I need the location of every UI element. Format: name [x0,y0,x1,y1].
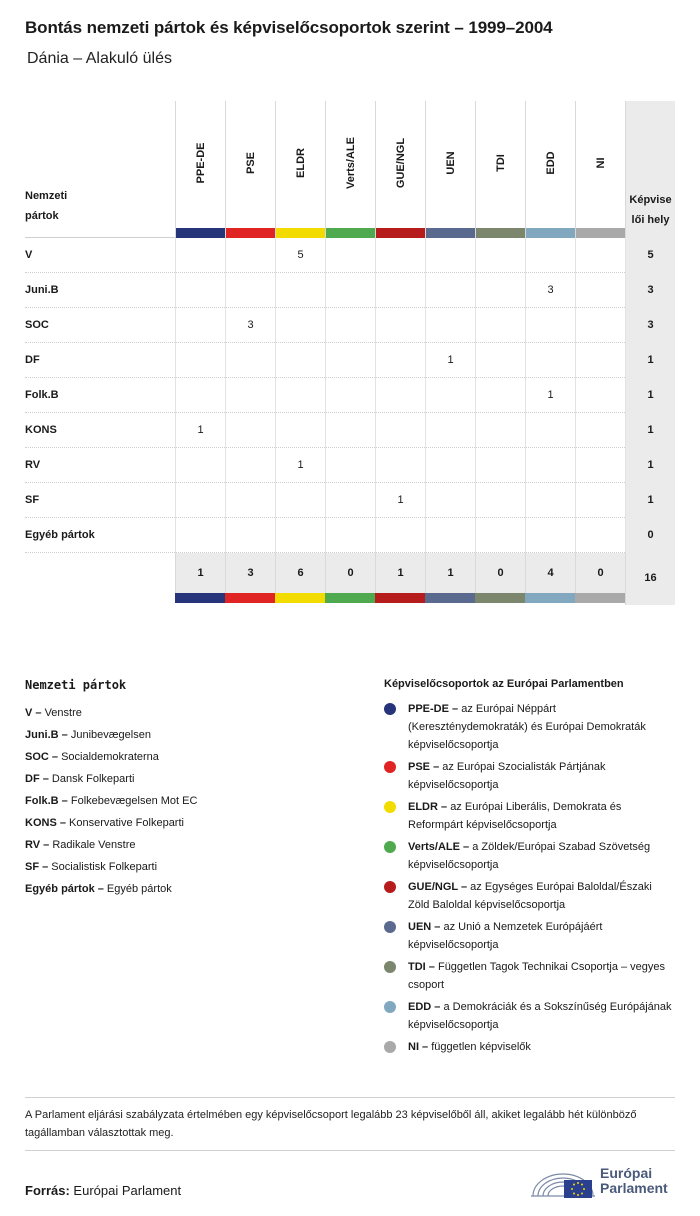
source-value: Európai Parlament [73,1183,182,1198]
seat-cell [275,308,325,343]
national-party-legend-item [25,702,325,724]
party-abbr: DF – [25,773,49,785]
seat-cell [225,483,275,518]
seat-cell [175,273,225,308]
footnote: A Parlament eljárási szabályzata értelmében egy képviselőcsoport legalább 23 képviselőből áll, akiket legalább hét különböző tagállamban választottak meg. [25,1109,637,1139]
table-row [25,308,675,343]
seat-cell [575,378,625,413]
total-header-line: Képvise [629,194,672,206]
group-header-label: Verts/ALE [344,137,357,189]
row-total-cell: 0 [625,518,675,553]
seat-cell [225,448,275,483]
distribution-table [25,101,675,603]
group-color-bar [176,228,225,238]
group-header-label: TDI [494,154,507,172]
group-description: az Európai Szocialisták Pártjának képviselőcsoportja [408,761,606,791]
group-column-header [475,101,525,238]
seat-cell [375,413,425,448]
party-abbr: Egyéb pártok – [25,883,104,895]
party-name: Dansk Folkeparti [51,773,135,785]
group-description: az Unió a Nemzetek Európájáért képviselőcsoportja [408,921,603,951]
group-total-cell: 1 [375,553,425,593]
seat-cell [525,518,575,553]
chart-title: Bontás nemzeti pártok és képviselőcsoportok szerint – 1999–2004 [25,18,553,37]
group-abbr: NI – [408,1041,429,1053]
group-color-bar [575,593,625,603]
seat-cell [325,238,375,273]
party-name: Radikale Venstre [52,839,136,851]
group-color-bar [275,593,325,603]
group-color-dot-icon [384,703,396,715]
group-header-label: PPE-DE [194,142,207,184]
group-color-bar [325,593,375,603]
group-legend-item [384,1038,676,1056]
group-legend-item [384,798,676,834]
seat-cell [375,273,425,308]
political-groups-heading: Képviselőcsoportok az Európai Parlamentben [384,678,624,690]
seat-cell [475,518,525,553]
group-color-bar [276,228,325,238]
group-description: a Demokráciák és a Sokszínűség Európájának képviselőcsoportja [408,1001,672,1031]
national-party-legend-item [25,812,325,834]
seat-cell [525,483,575,518]
group-description: az Európai Néppárt (Kereszténydemokraták) és Európai Demokraták képviselőcsoportja [408,703,646,751]
national-party-legend-item [25,834,325,856]
national-party-legend-item [25,856,325,878]
party-name: Konservative Folkeparti [69,817,184,829]
seat-cell [275,273,325,308]
seat-cell [325,483,375,518]
group-column-header [175,101,225,238]
national-party-legend-item [25,768,325,790]
seat-cell [175,343,225,378]
group-color-dot-icon [384,921,396,933]
group-column-header [375,101,425,238]
group-column-header [325,101,375,238]
row-total-cell: 1 [625,448,675,483]
group-header-label: EDD [544,151,557,175]
political-groups-legend [384,678,676,1060]
group-color-bar [376,228,425,238]
seat-cell [175,308,225,343]
seat-cell [575,238,625,273]
seat-cell [575,483,625,518]
seat-cell: 1 [375,483,425,518]
party-label: Juni.B [25,284,59,296]
group-abbr: TDI – [408,961,435,973]
seat-cell [575,518,625,553]
seat-cell [225,273,275,308]
group-abbr: PSE – [408,761,440,773]
group-color-dot-icon [384,1001,396,1013]
group-abbr: ELDR – [408,801,448,813]
group-color-bar [475,593,525,603]
seat-cell [275,518,325,553]
seat-cell [425,308,475,343]
group-description: a Zöldek/Európai Szabad Szövetség képviselőcsoportja [408,841,651,871]
group-color-bar [375,593,425,603]
group-column-header [525,101,575,238]
group-color-bar [175,593,225,603]
seat-cell [425,378,475,413]
logo-line: Európai [600,1165,653,1181]
party-label: V [25,249,33,261]
party-abbr: Folk.B – [25,795,68,807]
seat-cell [425,518,475,553]
seat-cell [575,448,625,483]
group-color-bar [226,228,275,238]
logo-line: Parlament [600,1180,668,1196]
table-row [25,483,675,518]
grand-total-cell: 16 [625,553,675,605]
group-abbr: EDD – [408,1001,441,1013]
seat-cell [375,518,425,553]
group-column-header [225,101,275,238]
seat-cell [525,343,575,378]
parliament-emblem-icon [530,1160,596,1200]
group-total-cell: 4 [525,553,575,593]
seat-cell: 1 [175,413,225,448]
seat-cell [525,238,575,273]
group-legend-item [384,958,676,994]
table-header-row [25,101,675,238]
party-label: RV [25,459,41,471]
party-abbr: SF – [25,861,49,873]
group-header-label: ELDR [294,148,307,178]
party-label: Egyéb pártok [25,529,95,541]
row-total-cell: 3 [625,308,675,343]
party-abbr: Juni.B – [25,729,68,741]
national-party-legend-item [25,724,325,746]
row-total-cell: 3 [625,273,675,308]
party-label: SF [25,494,40,506]
party-name: Folkebevægelsen Mot EC [70,795,198,807]
seat-cell [275,413,325,448]
group-color-dot-icon [384,881,396,893]
group-color-bar [526,228,575,238]
group-abbr: PPE-DE – [408,703,459,715]
group-abbr: UEN – [408,921,441,933]
divider [25,1097,675,1098]
group-color-bar [225,593,275,603]
source-line [25,1183,181,1198]
group-color-dot-icon [384,961,396,973]
group-description: az Egységes Európai Baloldal/Északi Zöld Baloldal képviselőcsoportja [408,881,652,911]
group-color-bar [476,228,525,238]
seat-cell [325,448,375,483]
group-total-cell: 1 [175,553,225,593]
group-header-label: NI [594,157,607,169]
table-row [25,413,675,448]
table-row [25,273,675,308]
seat-cell [325,518,375,553]
group-description: az Európai Liberális, Demokrata és Reformpárt képviselőcsoportja [408,801,622,831]
seat-cell [325,308,375,343]
group-total-cell: 0 [325,553,375,593]
seat-cell [175,483,225,518]
seat-cell [375,343,425,378]
table-row [25,448,675,483]
group-abbr: Verts/ALE – [408,841,470,853]
group-column-header [425,101,475,238]
group-description: független képviselők [431,1041,531,1053]
group-color-bar [525,593,575,603]
group-color-bar [326,228,375,238]
party-name: Socialistisk Folkeparti [51,861,158,873]
divider [25,1150,675,1151]
group-total-cell: 3 [225,553,275,593]
table-row [25,343,675,378]
seat-cell [425,483,475,518]
seat-cell [475,238,525,273]
seat-cell [475,448,525,483]
party-abbr: KONS – [25,817,66,829]
seat-cell [175,518,225,553]
group-column-header [275,101,325,238]
seat-cell [275,378,325,413]
seat-cell [375,238,425,273]
party-label: SOC [25,319,49,331]
seat-cell [325,413,375,448]
group-legend-item [384,998,676,1034]
seat-cell [325,378,375,413]
seat-cell [575,273,625,308]
seat-cell: 1 [525,378,575,413]
group-color-dot-icon [384,761,396,773]
group-color-bar [576,228,625,238]
seat-cell [225,378,275,413]
seat-cell [475,308,525,343]
row-total-cell: 1 [625,378,675,413]
party-name: Venstre [44,707,82,719]
seat-cell [525,413,575,448]
seat-cell [475,483,525,518]
group-color-bar [425,593,475,603]
group-color-dot-icon [384,1041,396,1053]
group-color-dot-icon [384,841,396,853]
seat-cell [575,308,625,343]
source-label: Forrás: [25,1183,70,1198]
seat-cell [525,308,575,343]
group-legend-item [384,918,676,954]
seat-cell: 5 [275,238,325,273]
national-party-legend-item [25,790,325,812]
seat-cell [325,343,375,378]
group-total-cell: 1 [425,553,475,593]
seat-cell [475,273,525,308]
seat-cell [275,483,325,518]
party-label: KONS [25,424,57,436]
party-name: Junibevægelsen [70,729,151,741]
seat-cell [225,343,275,378]
seat-cell [175,238,225,273]
group-legend-item [384,838,676,874]
group-color-bar [426,228,475,238]
national-parties-legend [25,678,325,900]
seat-cell: 1 [425,343,475,378]
seat-cell [575,413,625,448]
party-name: Socialdemokraterna [61,751,159,763]
group-total-cell: 6 [275,553,325,593]
table-row [25,518,675,553]
group-color-dot-icon [384,801,396,813]
group-column-header [575,101,625,238]
party-abbr: SOC – [25,751,59,763]
party-label: DF [25,354,40,366]
seat-cell [375,378,425,413]
seat-cell [175,378,225,413]
seat-cell [325,273,375,308]
row-total-cell: 5 [625,238,675,273]
row-header-line: pártok [25,210,59,222]
seat-cell [475,343,525,378]
seat-cell: 1 [275,448,325,483]
row-total-cell: 1 [625,343,675,378]
national-party-legend-item [25,746,325,768]
table-body [25,238,675,553]
seat-cell [425,448,475,483]
seat-cell [575,343,625,378]
party-name: Egyéb pártok [106,883,172,895]
row-header-line: Nemzeti [25,190,68,202]
group-header-label: PSE [244,151,257,175]
chart-subtitle: Dánia – Alakuló ülés [27,50,172,67]
group-color-bars-bottom [25,593,675,603]
table-row [25,378,675,413]
seat-cell [225,413,275,448]
row-total-cell: 1 [625,483,675,518]
group-legend-item [384,700,676,754]
group-total-cell: 0 [475,553,525,593]
group-total-cell: 0 [575,553,625,593]
party-abbr: V – [25,707,42,719]
national-party-legend-item [25,878,325,900]
group-header-label: GUE/NGL [394,137,407,189]
group-description: Független Tagok Technikai Csoportja – vegyes csoport [408,961,666,991]
seat-cell [475,378,525,413]
table-row [25,238,675,273]
seat-cell [425,238,475,273]
seat-cell: 3 [225,308,275,343]
group-legend-item [384,878,676,914]
seat-cell [375,448,425,483]
totals-row [25,553,675,593]
seat-cell [525,448,575,483]
total-column-header [625,101,675,238]
party-label: Folk.B [25,389,59,401]
row-header-label [25,186,145,226]
group-abbr: GUE/NGL – [408,881,468,893]
seat-cell [225,238,275,273]
seat-cell [375,308,425,343]
seat-cell: 3 [525,273,575,308]
group-header-label: UEN [444,151,457,175]
seat-cell [425,273,475,308]
seat-cell [425,413,475,448]
party-abbr: RV – [25,839,50,851]
seat-cell [225,518,275,553]
total-header-line: lői hely [631,214,670,226]
row-total-cell: 1 [625,413,675,448]
european-parliament-logo [530,1160,680,1200]
group-legend-item [384,758,676,794]
seat-cell [475,413,525,448]
seat-cell [275,343,325,378]
national-parties-heading: Nemzeti pártok [25,678,127,692]
seat-cell [175,448,225,483]
